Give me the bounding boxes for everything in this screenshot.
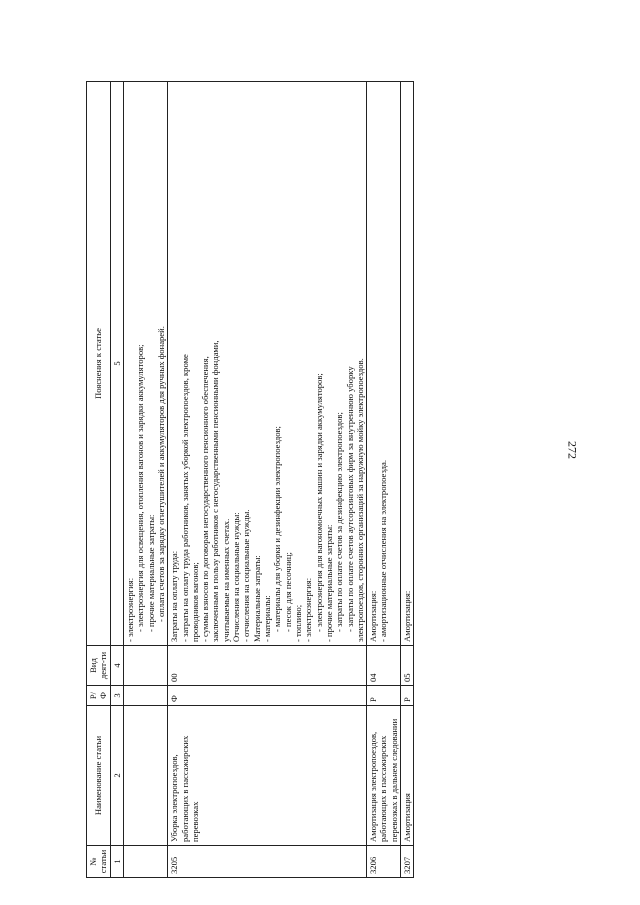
column-number: 1 bbox=[110, 846, 123, 878]
item-explanation bbox=[168, 82, 367, 646]
item-rf bbox=[123, 686, 167, 706]
explanation-line: - материалы для уборки и дезинфекции электропоездов; bbox=[272, 426, 283, 632]
explanation-line: - электроэнергия для освещения, отопления вагонов и зарядки аккумуляторов; bbox=[135, 344, 146, 632]
column-number: 2 bbox=[110, 706, 123, 846]
column-number: 4 bbox=[110, 646, 123, 686]
item-name: Амортизация bbox=[401, 706, 414, 846]
page-number: 272 bbox=[565, 441, 580, 459]
item-explanation bbox=[367, 82, 401, 646]
item-explanation bbox=[123, 82, 167, 646]
explanation-line: - песок для песочниц; bbox=[282, 552, 293, 632]
item-number: 3205 bbox=[168, 846, 367, 878]
column-number-row bbox=[110, 82, 123, 878]
item-rf: Р bbox=[367, 686, 401, 706]
item-activity-kind: 00 bbox=[168, 646, 367, 686]
explanation-line: Амортизация: bbox=[402, 590, 413, 642]
explanation-line: - материалы: bbox=[262, 595, 272, 642]
rotated-table-wrapper bbox=[86, 82, 568, 878]
explanation-line: - топливо; bbox=[292, 604, 303, 642]
item-name: Амортизация электропоездов, работающих в пассажирских перевозках в дальнем следовании bbox=[367, 706, 401, 846]
explanation-line: - затраты по оплате счетов за дезинфекцию электропоездов; bbox=[334, 412, 345, 632]
item-rf: Р bbox=[401, 686, 414, 706]
explanation-line: - прочие материальные затраты: bbox=[323, 524, 334, 642]
item-rf: Ф bbox=[168, 686, 367, 706]
explanation-line: Амортизация: bbox=[368, 590, 379, 642]
explanation-line: - суммы взносов по договорам негосударственного пенсионного обеспечения, bbox=[200, 356, 211, 642]
explanation-line: - прочие материальные затраты: bbox=[145, 514, 156, 632]
explanation-line: - амортизационные отчисления на электропоезда. bbox=[378, 459, 389, 642]
explanation-line: - оплата счетов за зарядку огнетушителей и аккумуляторов для ручных фонарей. bbox=[155, 326, 166, 622]
explanation-line: электропоездов, сторонних организаций за наружную мойку электропоездов. bbox=[354, 358, 365, 642]
table-row bbox=[123, 82, 167, 878]
explanation-line: - затраты по оплате счетов аутсорсинговых фирм за внутреннюю уборку bbox=[344, 366, 355, 632]
explanation-line: - затраты на оплату труда работников, занятых уборкой электропоездов, кроме bbox=[179, 354, 190, 642]
expense-items-table bbox=[86, 81, 414, 878]
item-number: 3207 bbox=[401, 846, 414, 878]
explanation-line: Материальные затраты: bbox=[251, 555, 262, 642]
item-activity-kind: 04 bbox=[367, 646, 401, 686]
explanation-line: - электроэнергия для вагономоечных машин и зарядки аккумуляторов; bbox=[313, 373, 324, 632]
explanation-line: проводников вагонов; bbox=[189, 562, 200, 642]
explanation-line: - электроэнергия: bbox=[124, 577, 135, 642]
header-item-name: Наименование статьи bbox=[87, 706, 111, 846]
explanation-line: Затраты на оплату труда: bbox=[169, 550, 180, 642]
item-activity-kind bbox=[123, 646, 167, 686]
column-number: 3 bbox=[110, 686, 123, 706]
item-name bbox=[123, 706, 167, 846]
explanation-line: заключенным в пользу работников с негосударственными пенсионными фондами, bbox=[210, 340, 221, 642]
table-row bbox=[367, 82, 401, 878]
table-row bbox=[401, 82, 414, 878]
header-explanations: Пояснения к статье bbox=[87, 82, 111, 646]
explanation-line: учитываемые на именных счетах. bbox=[220, 518, 231, 642]
explanation-line: - электроэнергия: bbox=[303, 577, 314, 642]
item-number bbox=[123, 846, 167, 878]
item-number: 3206 bbox=[367, 846, 401, 878]
item-activity-kind: 05 bbox=[401, 646, 414, 686]
table-body bbox=[123, 82, 413, 878]
explanation-line: - отчисления на социальные нужды. bbox=[241, 509, 252, 642]
item-explanation bbox=[401, 82, 414, 646]
table-row bbox=[168, 82, 367, 878]
header-rf: Р/Ф bbox=[87, 686, 111, 706]
header-item-number: № статьи bbox=[87, 846, 111, 878]
item-name: Уборка электропоездов, работающих в пассажирских перевозках bbox=[168, 706, 367, 846]
table-header-row bbox=[87, 82, 111, 878]
explanation-line: Отчисления на социальные нужды: bbox=[231, 512, 242, 642]
column-number: 5 bbox=[110, 82, 123, 646]
header-activity-kind: Вид деят-ти bbox=[87, 646, 111, 686]
